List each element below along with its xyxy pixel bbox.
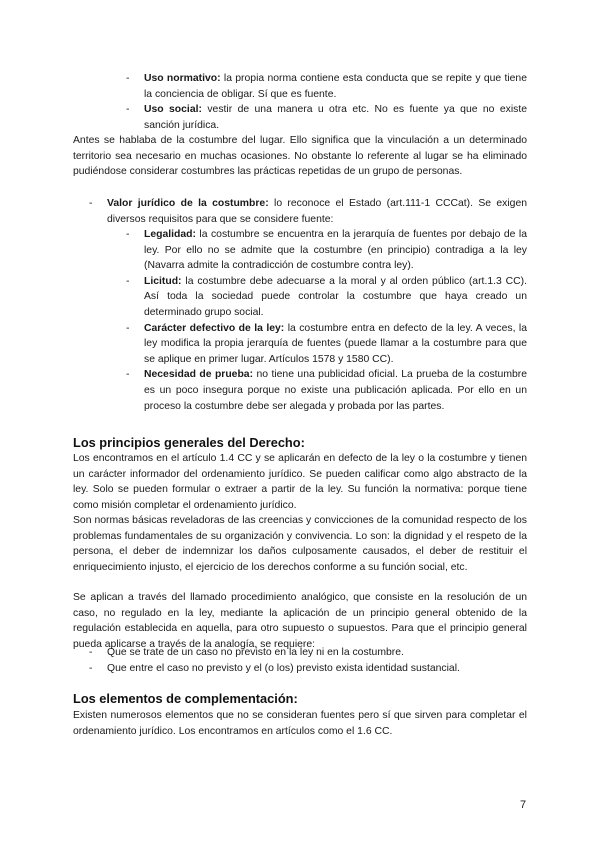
list-dash: - [126,322,130,334]
list-item [126,102,527,133]
list-item [126,71,527,102]
list-item-text: la propia norma contiene esta conducta que se repite y que tiene la conciencia de obligar. Sí que es fuente. [144,73,527,100]
list-item-term: Valor jurídico de la costumbre: [107,198,269,209]
section-heading-principios: Los principios generales del Derecho: [73,435,305,450]
list-item [89,661,527,677]
list-item [89,196,527,227]
list-item-term: Carácter defectivo de la ley: [144,322,285,334]
list-dash: - [126,73,130,84]
list-dash: - [89,198,93,209]
list-item-text: Que entre el caso no previsto y el (o los) previsto exista identidad sustancial. [107,662,460,674]
list-dash: - [126,229,130,240]
list-item [126,367,527,414]
list-dash: - [126,104,130,116]
paragraph-principios-2: Son normas básicas reveladoras de las creencias y convicciones de la comunidad respecto de los problemas fundamentales de su organización y convivencia. Lo son: la dignidad y el respeto de la persona, el deber de indemnizar los daños culposamente causados, el deber de restituir el enriquecimiento injusto, el ejercicio de los derechos conforme a su función social, etc. [73,515,527,573]
list-item-text: Que se trate de un caso no previsto en la ley ni en la costumbre. [107,647,404,658]
list-item-term: Uso normativo: [144,73,221,84]
list-item [126,274,527,321]
list-item [126,227,527,274]
list-dash: - [126,275,130,287]
list-item-text: lo reconoce el Estado (art.111-1 CCCat). Se exigen diversos requisitos para que se considere fuente: [107,198,527,225]
list-item-text: no tiene una publicidad oficial. La prueba de la costumbre es un poco insegura porque no existe una publicación aplicada. Por ello en un proceso la costumbre debe ser alegada y probada por las partes. [144,369,528,412]
valor-list [89,196,527,227]
paragraph-principios-1: Los encontramos en el artículo 1.4 CC y se aplicarán en defecto de la ley o la costumbre y tienen un carácter informador del ordenamiento jurídico. Se pueden calificar como algo abstracto de la ley. Solo se pueden formular o extraer a partir de la ley. Su función la normativa: porque tiene como misión completar el ordenamiento jurídico. [73,453,527,511]
list-item-term: Necesidad de prueba: [144,369,254,381]
list-item [89,645,527,661]
page-number: 7 [520,799,527,811]
uso-list [126,71,527,133]
paragraph-principios-3: Se aplican a través del llamado procedimiento analógico, que consiste en la resolución de un caso, no regulado en la ley, mediante la aplicación de un principio general obtenido de la regulación establecida en aquella, para otro supuesto o supuestos. Para que el principio general pueda aplicarse a través de la analogía, se requiere: [73,592,527,650]
list-item-term: Legalidad: [144,229,196,240]
list-item-text: vestir de una manera u otra etc. No es fuente ya que no existe sanción jurídica. [144,104,527,131]
list-dash: - [126,369,130,381]
list-dash: - [89,647,93,658]
analogia-requisitos-list [89,645,527,676]
list-item-text: la costumbre se encuentra en la jerarquía de fuentes por debajo de la ley. Por ello no se admite que la costumbre (en principio) contradiga a la ley (Navarra admite la contradicción de costumbre contra ley). [144,229,527,272]
list-item-term: Licitud: [144,275,182,287]
list-item-text: la costumbre entra en defecto de la ley. A veces, la ley modifica la propia jerarquía de fuentes (puede llamar a la costumbre para que se aplique en primer lugar. Artículos 1578 y 1580 CC). [144,322,528,365]
list-item-term: Uso social: [144,104,202,116]
list-item [126,321,527,368]
paragraph-complementacion: Existen numerosos elementos que no se consideran fuentes pero sí que sirven para completar el ordenamiento jurídico. Los encontramos en artículos como el 1.6 CC. [73,710,527,737]
section-heading-complementacion: Los elementos de complementación: [73,691,298,706]
list-item-text: la costumbre debe adecuarse a la moral y al orden público (art.1.3 CC). Así toda la sociedad puede controlar la costumbre que haya creado un determinado grupo social. [144,275,527,318]
requisitos-list [126,227,527,414]
list-dash: - [89,662,93,674]
paragraph-costumbre-lugar: Antes se hablaba de la costumbre del lugar. Ello significa que la vinculación a un determinado territorio sea necesario en muchas ocasiones. No obstante lo referente al lugar se ha eliminado pudiéndose considerar costumbres las prácticas repetidas de un grupo de personas. [73,135,527,178]
